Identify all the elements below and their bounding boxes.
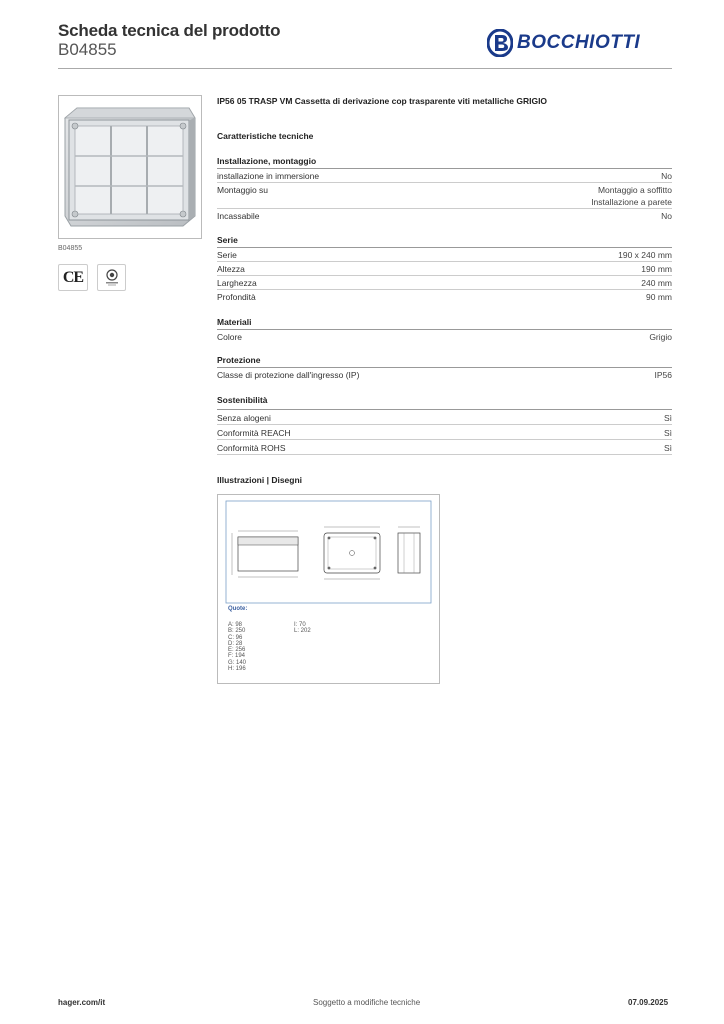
illustrations-title: Illustrazioni | Disegni xyxy=(217,475,303,485)
row-divider xyxy=(217,439,672,440)
spec-row xyxy=(217,443,672,453)
spec-row xyxy=(217,413,672,423)
quote-title: Quote: xyxy=(228,606,248,612)
row-divider xyxy=(217,454,672,455)
spec-label: Incassabile xyxy=(217,211,260,221)
specs-heading: Caratteristiche tecniche xyxy=(217,131,314,141)
logo-text: BOCCHIOTTI xyxy=(517,32,641,53)
footer-date: 07.09.2025 xyxy=(628,998,669,1007)
section-divider xyxy=(217,247,672,248)
spec-value: Sì xyxy=(663,428,672,438)
quote-item: E: 256 xyxy=(228,647,246,654)
quote-item: I: 70 xyxy=(294,622,306,628)
spec-value: IP56 xyxy=(654,370,672,380)
technical-drawing xyxy=(217,494,440,684)
spec-value: No xyxy=(661,171,672,181)
quote-item: F: 194 xyxy=(228,653,246,660)
row-divider xyxy=(217,261,672,262)
spec-row xyxy=(217,370,672,380)
quotes-column-1 xyxy=(228,622,246,672)
section-divider xyxy=(217,367,672,368)
product-description: IP56 05 TRASP VM Cassetta di derivazione cop trasparente viti metalliche GRIGIO xyxy=(217,96,548,106)
quotes-column-2 xyxy=(294,622,311,635)
quote-item: H: 196 xyxy=(228,666,246,673)
spec-value: 240 mm xyxy=(641,278,672,288)
section-divider xyxy=(217,409,672,410)
quote-item: A: 98 xyxy=(228,622,243,628)
spec-label: Montaggio su xyxy=(217,185,269,195)
spec-row xyxy=(217,278,672,288)
product-image-label: B04855 xyxy=(58,245,83,252)
section-divider xyxy=(217,168,672,169)
header-divider xyxy=(58,68,672,69)
page-title: Scheda tecnica del prodotto xyxy=(58,21,281,40)
spec-label: Conformità REACH xyxy=(217,428,291,438)
spec-value-line2: Installazione a parete xyxy=(591,197,672,207)
certification-badge xyxy=(97,264,126,291)
ce-mark-text: CE xyxy=(62,268,84,286)
spec-value: Sì xyxy=(663,413,672,423)
row-divider xyxy=(217,289,672,290)
certification-icon xyxy=(102,268,122,288)
row-divider xyxy=(217,275,672,276)
quote-item: L: 202 xyxy=(294,628,311,635)
dimension-drawing xyxy=(218,495,439,683)
spec-row xyxy=(217,332,672,342)
spec-label: installazione in immersione xyxy=(217,171,320,181)
ce-mark xyxy=(58,264,88,291)
spec-label: Conformità ROHS xyxy=(217,443,286,453)
spec-label: Profondità xyxy=(217,292,256,302)
row-divider xyxy=(217,208,672,209)
spec-row xyxy=(217,171,672,181)
footer-note: Soggetto a modifiche tecniche xyxy=(313,998,421,1007)
quote-item: G: 140 xyxy=(228,659,247,666)
spec-value: 190 x 240 mm xyxy=(618,250,672,260)
quote-item: B: 250 xyxy=(228,628,246,635)
row-divider xyxy=(217,182,672,183)
spec-row xyxy=(217,211,672,221)
junction-box-illustration xyxy=(59,96,201,238)
spec-label: Altezza xyxy=(217,264,245,274)
bocchiotti-logo-icon xyxy=(487,29,513,57)
spec-value: 190 mm xyxy=(641,264,672,274)
section-title-sostenibilita: Sostenibilità xyxy=(217,395,268,405)
footer-website: hager.com/it xyxy=(58,998,106,1007)
spec-value: No xyxy=(661,211,672,221)
quote-item: C: 96 xyxy=(228,634,243,641)
spec-label: Classe di protezione dall'ingresso (IP) xyxy=(217,370,360,380)
spec-row xyxy=(217,428,672,438)
spec-label: Serie xyxy=(217,250,237,260)
spec-row xyxy=(217,250,672,260)
spec-row xyxy=(217,292,672,302)
product-code: B04855 xyxy=(58,40,117,59)
product-image xyxy=(58,95,202,239)
spec-label: Senza alogeni xyxy=(217,413,271,423)
section-divider xyxy=(217,329,672,330)
quote-item: D: 28 xyxy=(228,640,243,647)
spec-value xyxy=(591,185,672,207)
spec-label: Larghezza xyxy=(217,278,257,288)
section-title-installazione: Installazione, montaggio xyxy=(217,156,317,166)
spec-row xyxy=(217,185,672,207)
section-title-protezione: Protezione xyxy=(217,355,261,365)
spec-label: Colore xyxy=(217,332,243,342)
spec-value: Sì xyxy=(663,443,672,453)
section-title-materiali: Materiali xyxy=(217,317,252,327)
section-title-serie: Serie xyxy=(217,235,238,245)
spec-value: 90 mm xyxy=(646,292,672,302)
spec-value-line1: Montaggio a soffitto xyxy=(597,185,672,195)
brand-logo xyxy=(487,29,640,57)
spec-value: Grigio xyxy=(649,332,672,342)
row-divider xyxy=(217,424,672,425)
spec-row xyxy=(217,264,672,274)
